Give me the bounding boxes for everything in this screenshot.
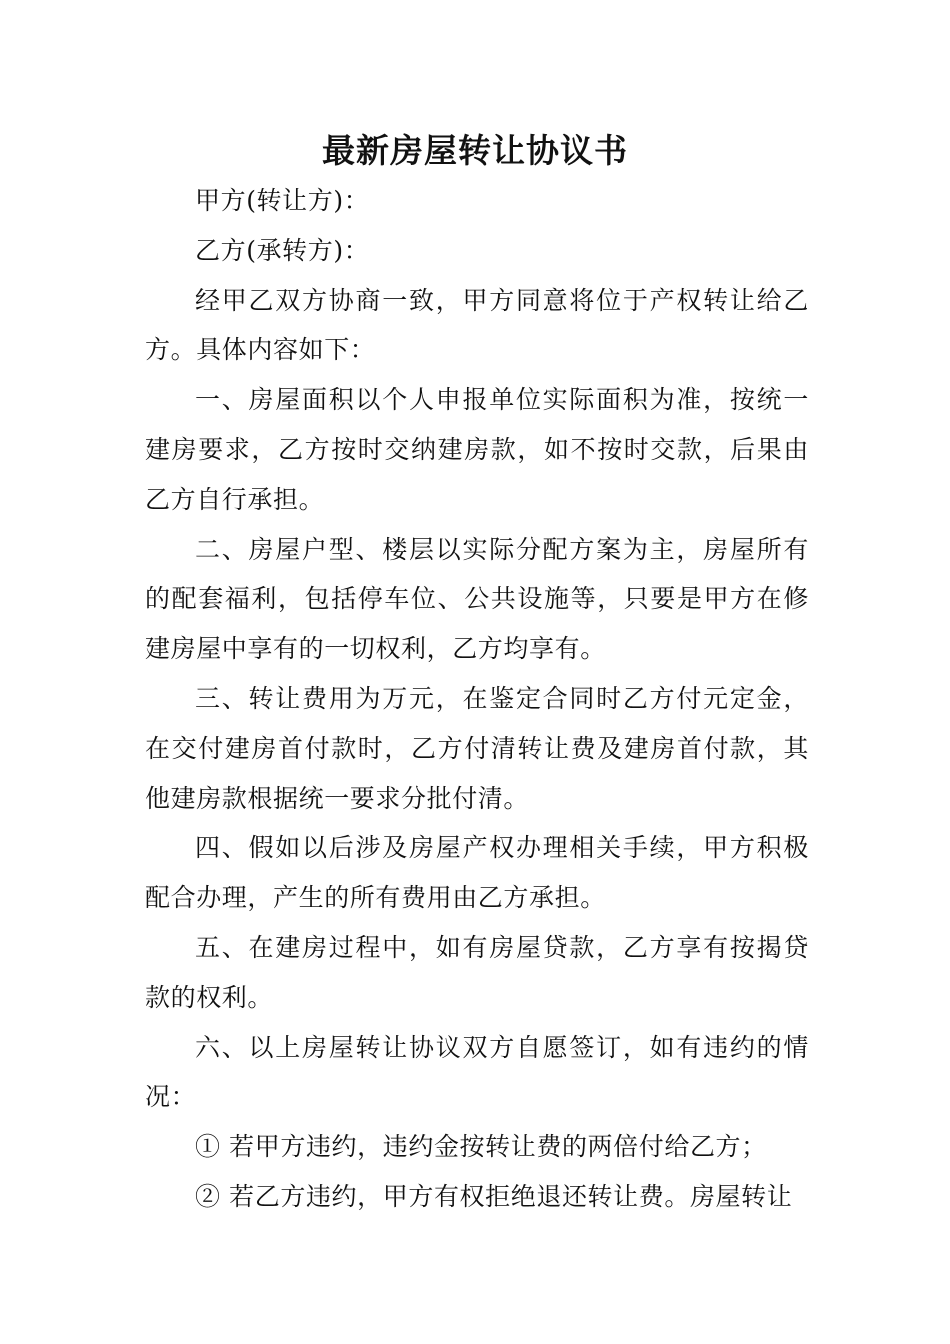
clause-2: 二、房屋户型、楼层以实际分配方案为主，房屋所有的配套福利，包括停车位、公共设施等，只要是甲方在修建房屋中享有的一切权利，乙方均享有。: [145, 534, 809, 664]
sub-item-2: ② 若乙方违约，甲方有权拒绝退还转让费。房屋转让: [195, 1181, 793, 1211]
sub-item-1: ① 若甲方违约，违约金按转让费的两倍付给乙方；: [195, 1132, 767, 1162]
party-b-line: 乙方(承转方)：: [195, 235, 370, 265]
clause-6: 六、以上房屋转让协议双方自愿签订，如有违约的情况：: [145, 1032, 809, 1112]
clause-1: 一、房屋面积以个人申报单位实际面积为准，按统一建房要求，乙方按时交纳建房款，如不按时交款，后果由乙方自行承担。: [145, 385, 809, 514]
clause-4: 四、假如以后涉及房屋产权办理相关手续，甲方积极配合办理，产生的所有费用由乙方承担。: [145, 833, 809, 913]
clause-5: 五、在建房过程中，如有房屋贷款，乙方享有按揭贷款的权利。: [145, 932, 809, 1012]
party-a-line: 甲方(转让方)：: [195, 186, 370, 215]
document-body: [145, 176, 809, 1222]
clause-3: 三、转让费用为万元，在鉴定合同时乙方付元定金，在交付建房首付款时，乙方付清转让费及建房首付款，其他建房款根据统一要求分批付清。: [145, 683, 809, 813]
intro-paragraph: 经甲乙双方协商一致，甲方同意将位于产权转让给乙方。具体内容如下：: [145, 285, 809, 365]
document-title: 最新房屋转让协议书: [322, 131, 628, 170]
